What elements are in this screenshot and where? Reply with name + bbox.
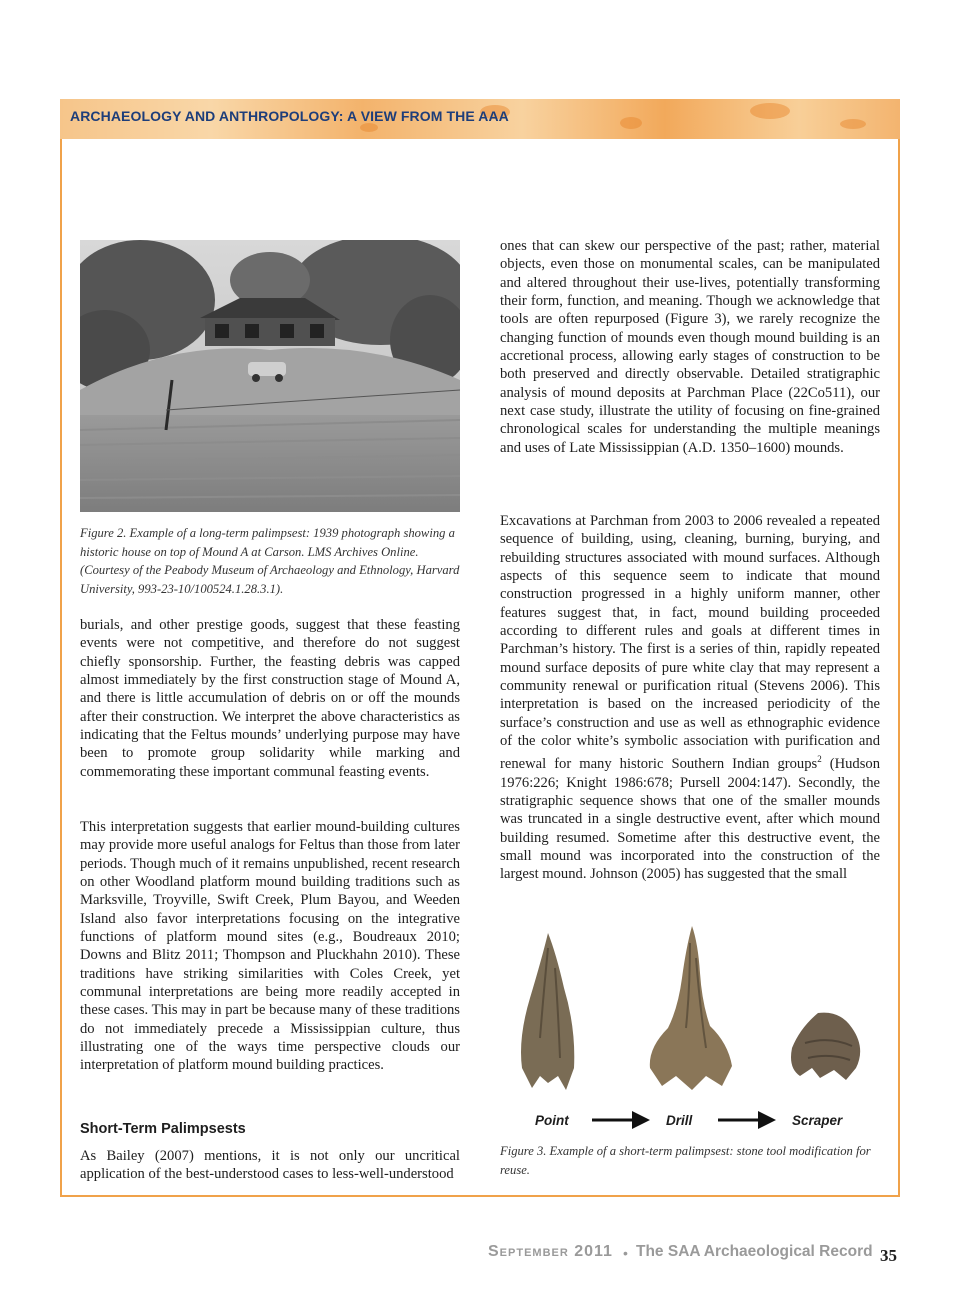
section-header-title: ARCHAEOLOGY AND ANTHROPOLOGY: A VIEW FROM THE AAA — [70, 108, 509, 124]
left-column-paragraph-2 — [80, 818, 460, 1075]
footer-issue-date: September 2011 — [488, 1243, 613, 1260]
arrow-right-icon — [718, 1108, 778, 1132]
tool-label-point: Point — [535, 1113, 569, 1128]
right-column-paragraph-2 — [500, 512, 880, 884]
paragraph-text: ones that can skew our perspective of the past; rather, material objects, even those on monumental scales, can be manipulated and altered throughout their use-lives, potentially transforming their form, function, and meaning. Though we acknowledge that tools are often repurposed (Figure 3), we rarely recognize the changing function of mounds even though mound building is an accretional process, allowing early stages of construction to be both preserved and directly observable. Detailed stratigraphic analysis of mound deposits at Parchman Place (22Co511), our next case study, illustrate the utility of focusing on fine-grained chronological scales for understanding the multiple meanings and uses of Late Mississippian (A.D. 1350–1600) mounds. — [500, 238, 880, 456]
arrow-right-icon — [592, 1108, 652, 1132]
figure-3-caption: Figure 3. Example of a short-term palimpsest: stone tool modification for reuse. — [500, 1144, 871, 1177]
figure-3-stone-tools — [500, 918, 880, 1103]
paragraph-text: This interpretation suggests that earlier mound-building cultures may provide more useful analogs for Feltus than those from later periods. Though much of it remains unpublished, recent research on other Woodland platform mound building traditions such as Marksville, Troyville, Swift Creek, Plum Bayou, and Weeden Island also favor interpretations focusing on the integrative functions of platform mound sites (e.g., Boudreaux 2010; Downs and Blitz 2011; Thompson and Pluckhahn 2010). These traditions have striking similarities with Coles Creek, yet communal interpretations are being more readily accepted in these cases. This may in part be because many of these traditions do not immediately precede a Mississippian culture, thus illustrating one of the ways time perspective clouds our interpretation of platform mound building practices. — [80, 819, 460, 1074]
tool-label-scraper: Scraper — [792, 1113, 843, 1128]
paragraph-text: burials, and other prestige goods, suggest that these feasting events were not competitive, and therefore do not suggest chiefly sponsorship. Further, the feasting debris was capped almost immediately by the first construction stage of Mound A, and there is little accumulation of debris on or off the mounds after their construction. We interpret the above characteristics as indicating that the Feltus mounds’ underlying purpose may have been to promote group solidarity while marking and commemorating these important communal feasting events. — [80, 617, 460, 780]
paragraph-text: As Bailey (2007) mentions, it is not only our uncritical application of the best-understood cases to less-well-understood — [80, 1148, 460, 1183]
left-column-paragraph-3 — [80, 1147, 460, 1184]
paragraph-text-part-a: Excavations at Parchman from 2003 to 2006 revealed a repeated sequence of building, using, cleaning, burning, burying, and rebuilding structures associated with mound surfaces. Although aspects of this sequence seem to indicate that mound construction progressed in a highly uniform manner, other features suggest that, in fact, mound building proceeded according to different rules and goals at different times in Parchman’s history. The first is a series of thin, rapidly repeated mound surface deposits of pure white clay that may represent a community renewal or purification ritual (Stevens 2006). This interpretation is based on the increased periodicity of the surface’s construction and use as well as ethnographic evidence of the color white’s symbolic association with purification and renewal for many historic Southern Indian groups — [500, 513, 880, 773]
section-subheading: Short-Term Palimpsests — [80, 1121, 246, 1137]
paragraph-text — [500, 512, 880, 884]
figure-2-photo — [80, 240, 460, 512]
footnote-marker: 2 — [817, 754, 822, 765]
footer-publication-name: The SAA Archaeological Record — [636, 1243, 873, 1260]
left-column-paragraph-1 — [80, 616, 460, 781]
figure-2-caption: Figure 2. Example of a long-term palimpsest: 1939 photograph showing a historic house on top of Mound A at Carson. LMS Archives Online. (Courtesy of the Peabody Museum of Archaeology and Ethnology, Harvard University, 993-23-10/100524.1.28.3.1). — [80, 526, 460, 596]
tool-label-drill: Drill — [666, 1113, 693, 1128]
paragraph-text-part-b: (Hudson 1976:226; Knight 1986:678; Pursell 2004:147). Secondly, the stratigraphic sequence shows that one of the smaller mounds was truncated in a single destructive event, after which mound building resumed. Sometime after this destructive event, the small mound was incorporated into the construction of the largest mound. Johnson (2005) has suggested that the small — [500, 756, 880, 883]
right-column-paragraph-1 — [500, 237, 880, 457]
footer-bullet: • — [623, 1245, 628, 1261]
scraper-image — [791, 1013, 860, 1080]
page-number: 35 — [880, 1246, 897, 1265]
